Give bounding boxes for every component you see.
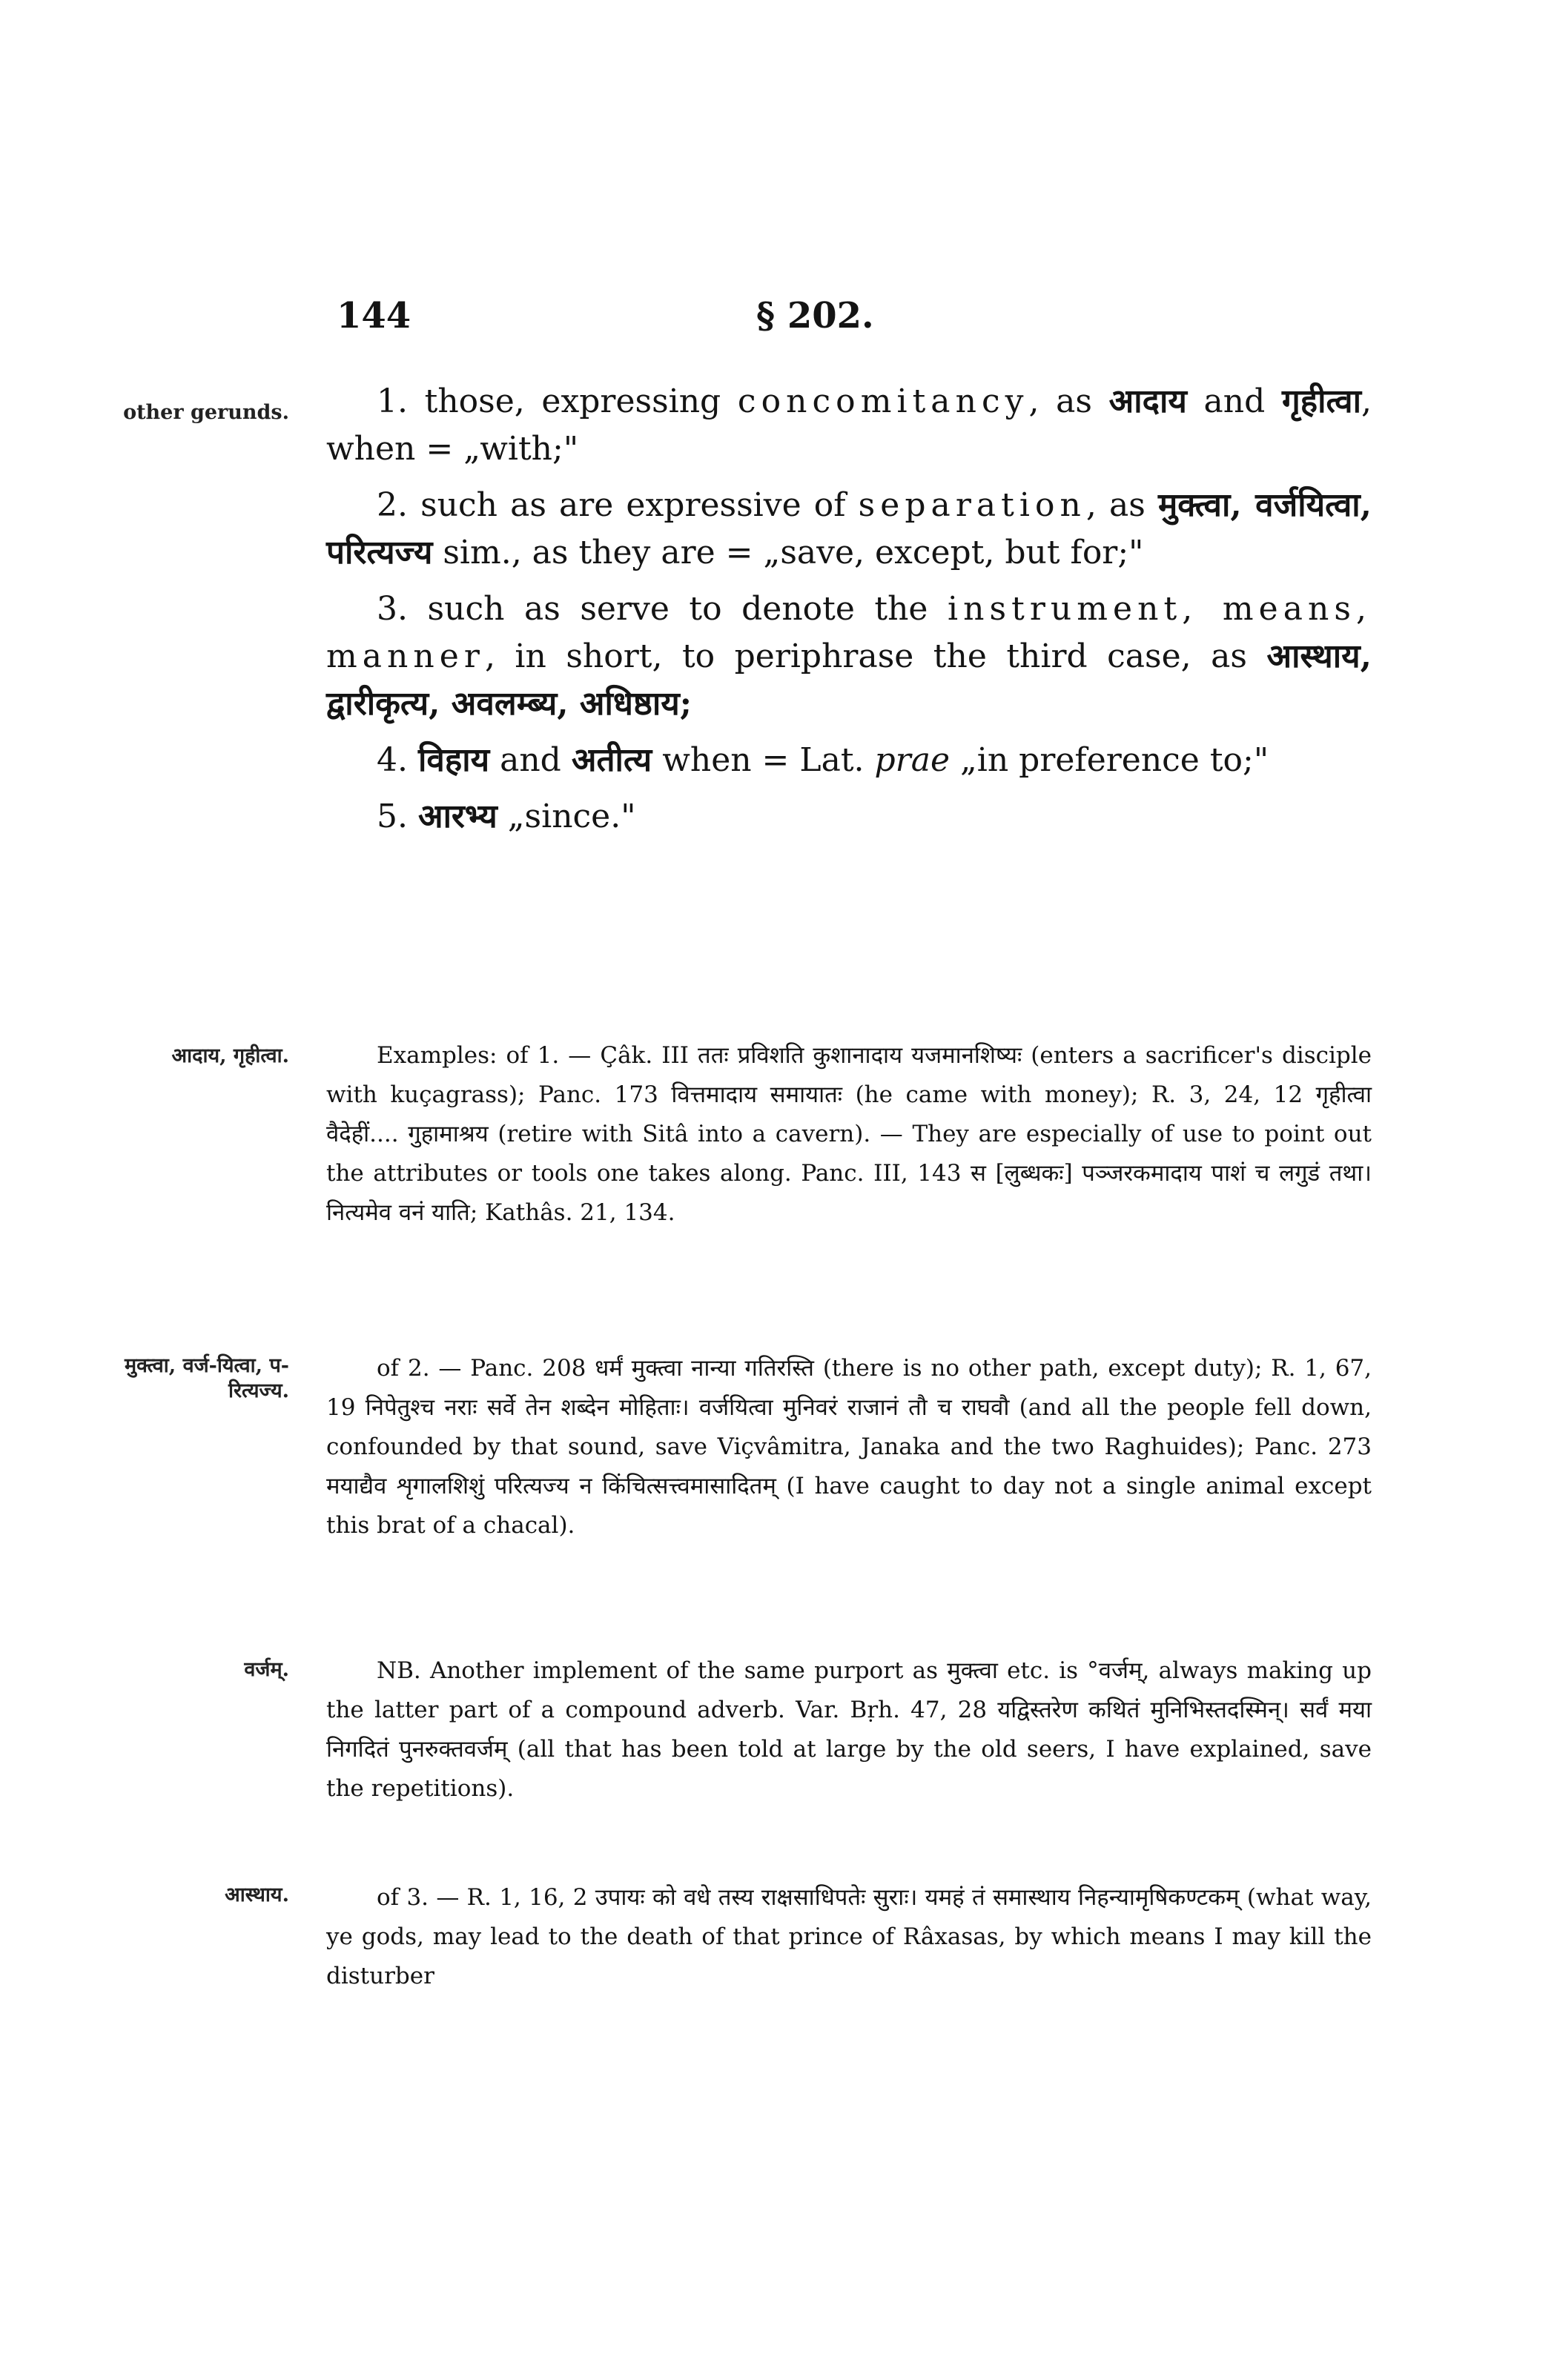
examples-of-1: Examples: of 1. — Çâk. III ततः प्रविशति कुशानादाय यजमानशिष्यः (enters a sacrificer's disciple with kuçagrass); Panc. 173 वित्तमादाय समायातः (he came with money); R. 3, 24, 12 गृहीत्वा वैदेहीं.... गुहामाश्रय (retire with Sitâ into a cavern). — They are especially of use to point out the attributes or tools one takes along. Panc. III, 143 स [लुब्धकः] पञ्जरकमादाय पाशं च लगुडं तथा। नित्यमेव वनं याति; Kathâs. 21, 134. — [326, 1042, 1372, 1226]
gerund-list — [326, 378, 1372, 849]
section-reference: § 202. — [756, 295, 874, 337]
examples-block-2 — [326, 1349, 1372, 1545]
page-number: 144 — [337, 295, 411, 337]
examples-block-4 — [326, 1878, 1372, 1996]
margin-note-asthaya: आस्थाय. — [225, 1883, 289, 1906]
item-preference: 4. विहाय and अतीत्य when = Lat. prae „in preference to;" — [377, 741, 1269, 779]
running-header — [326, 295, 1364, 347]
examples-of-3: of 3. — R. 1, 16, 2 उपायः को वधे तस्य राक्षसाधिपतेः सुराः। यमहं तं समास्थाय निहन्यामृषिकण्टकम् (what way, ye gods, may lead to the death of that prince of Râxasas, by which means I may kill the disturber — [326, 1884, 1372, 1989]
nota-bene-varjam: NB. Another implement of the same purport as मुक्त्वा etc. is °वर्जम्, always making up the latter part of a compound adverb. Var. Bṛh. 47, 28 यद्विस्तरेण कथितं मुनिभिस्तदस्मिन्। सर्वं मया निगदितं पुनरुक्तवर्जम् (all that has been told at large by the old seers, I have explained, save the repetitions). — [326, 1657, 1372, 1802]
margin-note-varjam: वर्जम्. — [244, 1658, 289, 1681]
examples-block-3 — [326, 1651, 1372, 1809]
margin-note-adaya: आदाय, गृहीत्वा. — [171, 1044, 289, 1067]
margin-note-other-gerunds: other gerunds. — [123, 401, 289, 424]
item-concomitancy: 1. those, expressing concomitancy, as आदाय and गृहीत्वा, when = „with;" — [326, 382, 1372, 468]
item-separation: 2. such as are expressive of separation, as मुक्त्वा, वर्जयित्वा, परित्यज्य sim., as they are = „save, except, but for;" — [326, 486, 1372, 571]
item-instrument: 3. such as serve to denote the instrument, means, manner, in short, to periphrase the third case, as आस्थाय, द्वारीकृत्य, अवलम्ब्य, अधिष्ठाय; — [326, 590, 1372, 723]
examples-block-1 — [326, 1036, 1372, 1233]
margin-note-muktva: मुक्त्वा, वर्ज-यित्वा, प-रित्यज्य. — [125, 1354, 289, 1402]
item-since: 5. आरभ्य „since." — [377, 798, 636, 835]
examples-of-2: of 2. — Panc. 208 धर्मं मुक्त्वा नान्या गतिरस्ति (there is no other path, except duty); R. 1, 67, 19 निपेतुश्च नराः सर्वे तेन शब्देन मोहिताः। वर्जयित्वा मुनिवरं राजानं तौ च राघवौ (and all the people fell down, confounded by that sound, save Viçvâmitra, Janaka and the two Raghuides); Panc. 273 मयाद्यैव शृगालशिशुं परित्यज्य न किंचित्सत्त्वमासादितम् (I have caught to day not a single animal except this brat of a chacal). — [326, 1355, 1372, 1539]
